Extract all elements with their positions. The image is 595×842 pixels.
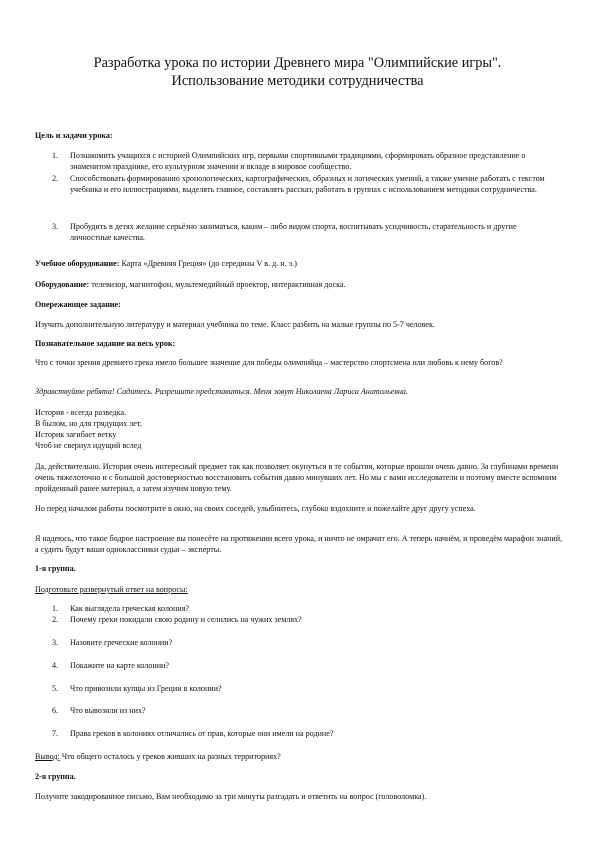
poem-line: История - всегда разведка. xyxy=(35,408,127,417)
document-title xyxy=(40,54,555,90)
poem-line: В былом, но для грядущих лет, xyxy=(35,419,142,428)
greeting-text: Здравствуйте ребята! Садитесь. Разрешите представиться. Меня зовут Николаева Лариса Анатольевна. xyxy=(35,387,408,396)
question-text: Права греков в колониях отличались от прав, которые они имели на родине? xyxy=(70,729,334,738)
equipment-line-1 xyxy=(35,258,565,269)
question-text: Что вывозили из них? xyxy=(70,706,146,715)
goal-text: Познакомить учащихся с историей Олимпийских игр, первыми спортивными традициями, сформировать образное представление о знаменитом празднике, его культурном значении и вкладе в мировое сообщество. xyxy=(70,151,526,171)
question-number: 4. xyxy=(52,661,59,670)
paragraph: Да, действительно. История очень интересный предмет так как позволяет окунуться в те события, которые прошли очень давно. За глубинами времени очень тяжелоточно и с большой достоверностью восстановить события давно минувших лет. Но мы с вами исследователи и поэтому вместе вспомним пройденный ранее материал, а затем изучим новую тему. xyxy=(35,462,559,493)
goal-number: 3. xyxy=(52,222,59,231)
poem-line: Чтоб не свернул идущий вслед xyxy=(35,441,142,450)
goal-number: 2. xyxy=(52,174,59,183)
question-text: Назовите греческие колонии? xyxy=(70,638,173,647)
cognitive-text: Что с точки зрения древнего грека имело большее значение для победы олимпийца – мастерство спортсмена или любовь к нему богов? xyxy=(35,358,503,367)
group1-heading: 1-я группа. xyxy=(35,564,76,573)
question-number: 6. xyxy=(52,706,59,715)
conclusion-label: Вывод: xyxy=(35,752,60,761)
advance-heading: Опережающее задание: xyxy=(35,300,121,309)
question-text: Почему греки покидали свою родину и селились на чужих землях? xyxy=(70,615,302,624)
question-number: 2. xyxy=(52,615,59,624)
cognitive-heading: Познавательное задание на весь урок: xyxy=(35,339,176,348)
group1-task: Подготовьте развернутый ответ на вопросы: xyxy=(35,585,188,594)
conclusion-text: Что общего осталось у греков живших на разных территориях? xyxy=(59,752,281,761)
title-line-2: Использование методики сотрудничества xyxy=(171,73,424,89)
poem-line: Историк загибает ветку xyxy=(35,430,117,439)
equipment-text: Карта «Древняя Греция» (до середины V в. д. н. э.) xyxy=(119,259,297,268)
goal-text: Способствовать формированию хронологических, картографических, образных и логических умений, а также умение работать с текстом учебника и его иллюстрациями, выделять главное, составлять рассказ, работать в группах с использованием методики сотрудничества. xyxy=(70,174,545,194)
equipment-label: Учебное оборудование: xyxy=(35,259,120,268)
question-text: Покажите на карте колонии? xyxy=(70,661,169,670)
equipment-text: телевизор, магнитофон, мультемедийный проектор, интерактивная доска. xyxy=(89,280,346,289)
equipment-label: Оборудование: xyxy=(35,280,90,289)
question-number: 7. xyxy=(52,729,59,738)
paragraph: Но перед началом работы посмотрите в окно, на своих соседей, улыбнитесь, глубоко вздохните и пожелайте друг другу успеха. xyxy=(35,504,476,513)
group2-text: Получите закодированное письмо, Вам необходимо за три минуты разгадать и ответить на вопрос (головоломка). xyxy=(35,792,427,801)
question-number: 5. xyxy=(52,684,59,693)
question-text: Что привозили купцы из Греции в колонии? xyxy=(70,684,222,693)
goal-number: 1. xyxy=(52,151,59,160)
equipment-line-2 xyxy=(35,279,565,290)
question-text: Как выглядела греческая колония? xyxy=(70,604,190,613)
group2-heading: 2-я группа. xyxy=(35,772,76,781)
title-line-1: Разработка урока по истории Древнего мира "Олимпийские игры". xyxy=(93,55,502,71)
paragraph: Я надеюсь, что такое бодрое настроение вы понесёте на протяжении всего урока, и ничто не омрачит его. А теперь начнём, и проведём марафон знаний, а судить будут ваши одноклассники судьи – эксперты. xyxy=(35,534,563,554)
goal-text: Пробудить в детях желание серьёзно заниматься, каким – либо видом спорта, воспитывать усидчивость, старательность и другие личностные качества. xyxy=(70,222,517,242)
question-number: 1. xyxy=(52,604,59,613)
goals-heading: Цель и задачи урока: xyxy=(35,131,113,140)
advance-text: Изучить дополнительную литературу и материал учебника по теме. Класс разбить на малые группы по 5-7 человек. xyxy=(35,320,435,329)
question-number: 3. xyxy=(52,638,59,647)
conclusion-line xyxy=(35,751,565,762)
